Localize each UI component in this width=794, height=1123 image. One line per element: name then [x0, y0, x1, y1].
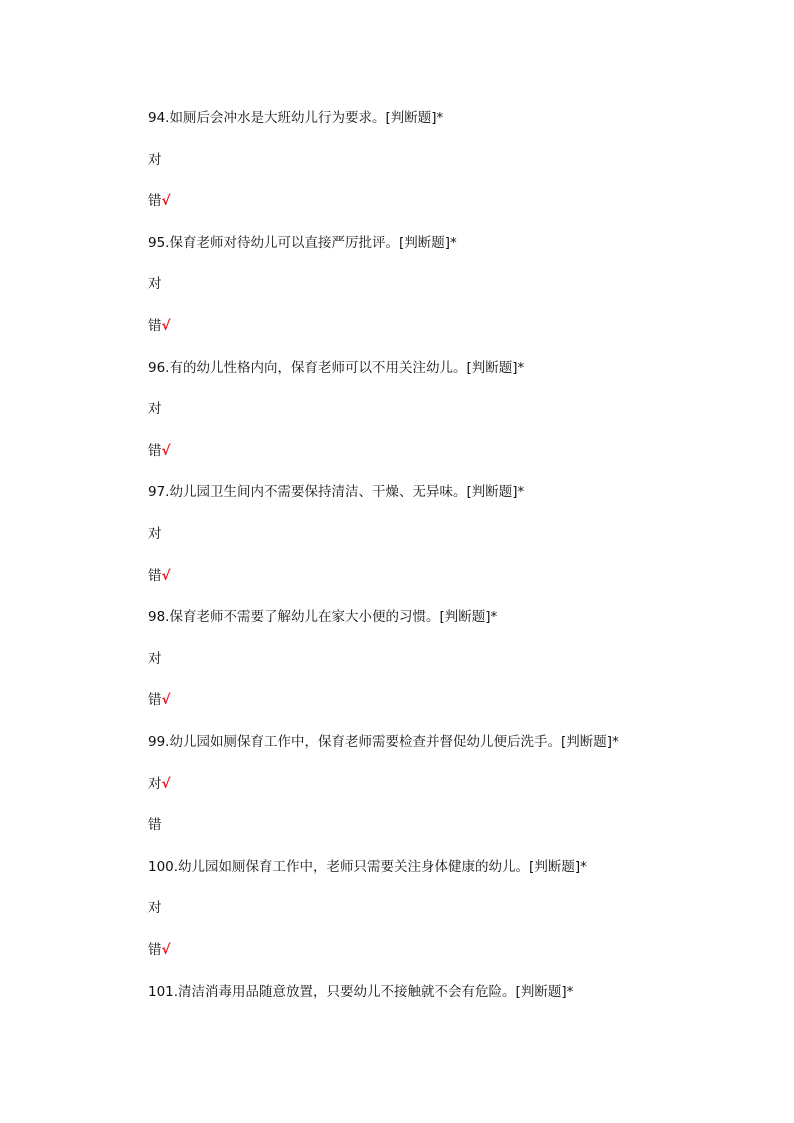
option-true	[148, 274, 162, 294]
option-true	[148, 150, 162, 170]
option-label: 对	[148, 526, 162, 542]
option-true	[148, 399, 162, 419]
option-label: 错	[148, 692, 162, 708]
option-label: 对	[148, 152, 162, 168]
option-label: 错	[148, 817, 162, 833]
option-label: 对	[148, 401, 162, 417]
option-false	[148, 191, 171, 211]
option-label: 对	[148, 776, 162, 792]
option-false	[148, 441, 171, 461]
option-false	[148, 316, 171, 336]
question-101: 101.清洁消毒用品随意放置，只要幼儿不接触就不会有危险。[判断题]*	[148, 984, 574, 1000]
option-true	[148, 774, 171, 794]
question-96: 96.有的幼儿性格内向，保育老师可以不用关注幼儿。[判断题]*	[148, 360, 525, 376]
option-label: 错	[148, 318, 162, 334]
option-label: 错	[148, 942, 162, 958]
question-100: 100.幼儿园如厕保育工作中，老师只需要关注身体健康的幼儿。[判断题]*	[148, 859, 587, 875]
question-94: 94.如厕后会冲水是大班幼儿行为要求。[判断题]*	[148, 110, 444, 126]
correct-mark: √	[161, 318, 171, 334]
correct-mark: √	[161, 776, 171, 792]
option-false	[148, 566, 171, 586]
correct-mark: √	[161, 692, 171, 708]
correct-mark: √	[161, 568, 171, 584]
option-false	[148, 815, 162, 835]
option-label: 错	[148, 568, 162, 584]
question-97: 97.幼儿园卫生间内不需要保持清洁、干燥、无异味。[判断题]*	[148, 484, 525, 500]
question-95: 95.保育老师对待幼儿可以直接严厉批评。[判断题]*	[148, 235, 457, 251]
option-true	[148, 898, 162, 918]
correct-mark: √	[161, 942, 171, 958]
correct-mark: √	[161, 443, 171, 459]
option-label: 错	[148, 443, 162, 459]
option-label: 对	[148, 651, 162, 667]
option-label: 错	[148, 193, 162, 209]
correct-mark: √	[161, 193, 171, 209]
option-true	[148, 524, 162, 544]
option-label: 对	[148, 276, 162, 292]
option-false	[148, 690, 171, 710]
question-98: 98.保育老师不需要了解幼儿在家大小便的习惯。[判断题]*	[148, 609, 498, 625]
option-true	[148, 649, 162, 669]
question-99: 99.幼儿园如厕保育工作中，保育老师需要检查并督促幼儿便后洗手。[判断题]*	[148, 734, 619, 750]
option-label: 对	[148, 900, 162, 916]
option-false	[148, 940, 171, 960]
